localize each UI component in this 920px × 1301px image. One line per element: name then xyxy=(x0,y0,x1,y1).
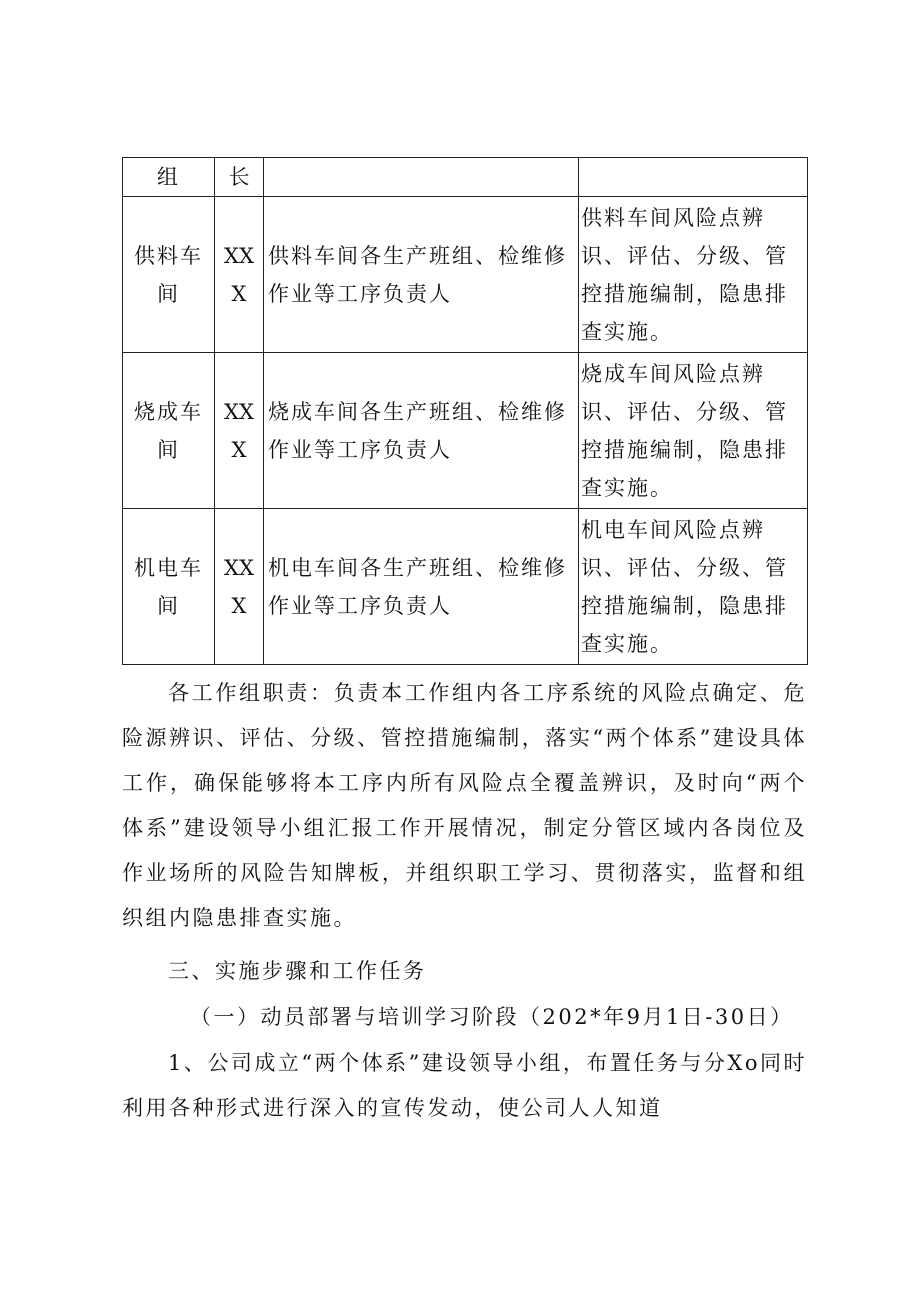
group-members-text: 机电车间各生产班组、检维修作业等工序负责人 xyxy=(268,555,567,618)
group-members-cell xyxy=(264,158,579,197)
section-three-heading: 三、实施步骤和工作任务 xyxy=(168,959,427,983)
table-row xyxy=(123,353,808,509)
group-duties-paragraph: 各工作组职责：负责本工作组内各工序系统的风险点确定、危险源辨识、评估、分级、管控措施编制，落实“两个体系”建设具体工作，确保能够将本工序内所有风险点全覆盖辨识，及时向“两个体系”建设领导小组汇报工作开展情况，制定分管区域内各岗位及作业场所的风险告知牌板，并组织职工学习、贯彻落实，监督和组织组内隐患排查实施。 xyxy=(122,681,807,930)
group-name-text: 机电车间 xyxy=(134,555,203,618)
group-name-text: 供料车间 xyxy=(134,243,203,306)
group-name-text: 烧成车间 xyxy=(134,399,203,462)
group-name-text: 组 xyxy=(157,165,180,189)
table-row xyxy=(123,197,808,353)
group-name-cell xyxy=(123,509,215,665)
group-members-cell xyxy=(264,509,579,665)
group-leader-cell xyxy=(215,197,264,353)
group-name-cell xyxy=(123,353,215,509)
group-duties-text: 供料车间风险点辨识、评估、分级、管控措施编制，隐患排查实施。 xyxy=(581,205,788,344)
group-duties-cell xyxy=(579,509,808,665)
group-members-text: 烧成车间各生产班组、检维修作业等工序负责人 xyxy=(268,399,567,462)
table-row xyxy=(123,158,808,197)
group-duties-cell xyxy=(579,158,808,197)
group-duties-cell xyxy=(579,197,808,353)
group-leader-cell xyxy=(215,353,264,509)
group-members-cell xyxy=(264,353,579,509)
responsibility-table xyxy=(122,157,808,665)
group-members-text: 供料车间各生产班组、检维修作业等工序负责人 xyxy=(268,243,567,306)
group-duties-text: 机电车间风险点辨识、评估、分级、管控措施编制，隐患排查实施。 xyxy=(581,517,788,656)
group-name-cell xyxy=(123,197,215,353)
group-leader-text: XXX xyxy=(224,243,254,306)
group-name-cell xyxy=(123,158,215,197)
group-leader-text: XXX xyxy=(224,399,254,462)
group-leader-text: XXX xyxy=(224,555,254,618)
group-members-cell xyxy=(264,197,579,353)
group-duties-text: 烧成车间风险点辨识、评估、分级、管控措施编制，隐患排查实施。 xyxy=(581,361,788,500)
group-leader-text: 长 xyxy=(228,165,250,189)
group-leader-cell xyxy=(215,509,264,665)
phase-one-heading: （一）动员部署与培训学习阶段（202*年9月1日-30日） xyxy=(190,1005,794,1029)
group-leader-cell xyxy=(215,158,264,197)
item-one-paragraph: 1、公司成立“两个体系”建设领导小组，布置任务与分Xo同时利用各种形式进行深入的宣传发动，使公司人人知道 xyxy=(122,1051,807,1120)
table-row xyxy=(123,509,808,665)
group-duties-cell xyxy=(579,353,808,509)
